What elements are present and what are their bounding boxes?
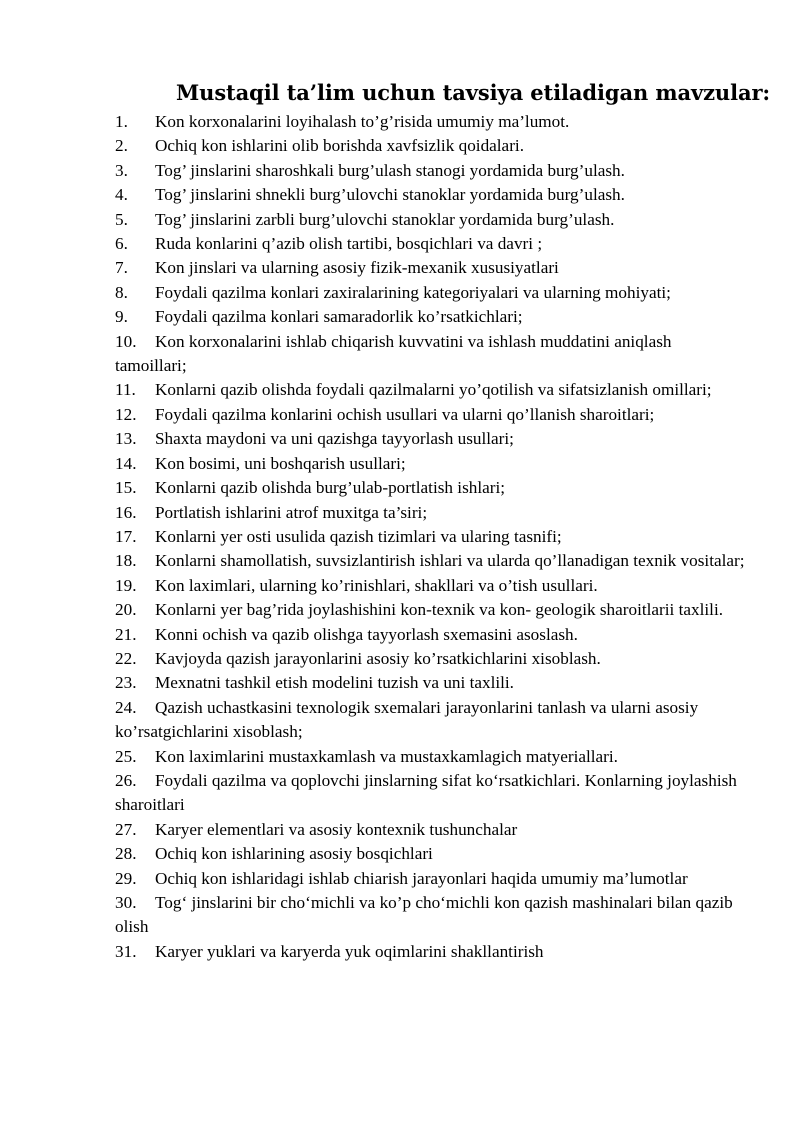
list-item-number: 12. [115, 404, 137, 424]
list-item-number: 10. [115, 331, 137, 351]
list-item [115, 501, 745, 525]
list-item [115, 818, 745, 842]
list-item [115, 842, 745, 866]
list-item-text: Kon jinslari va ularning asosiy fizik-mexanik xususiyatlari [155, 258, 559, 278]
list-item-number: 8. [115, 282, 128, 302]
page-title: Mustaqil ta’lim uchun tavsiya etiladigan mavzular: [176, 80, 771, 105]
list-item-number: 21. [115, 624, 137, 644]
list-item [115, 696, 745, 745]
list-item-text: Tog‘ jinslarini bir cho‘michli va ko’p cho‘michli kon qazish mashinalari bilan qazib olish [115, 893, 733, 937]
list-item-text: Portlatish ishlarini atrof muxitga ta’siri; [155, 502, 428, 522]
list-item-number: 26. [115, 770, 137, 790]
list-item [115, 110, 745, 134]
list-item [115, 598, 745, 622]
list-item-text: Kon bosimi, uni boshqarish usullari; [155, 453, 406, 473]
list-item-number: 28. [115, 844, 137, 864]
list-item [115, 623, 745, 647]
list-item-text: Konlarni shamollatish, suvsizlantirish ishlari va ularda qo’llanadigan texnik vositalar; [155, 551, 745, 571]
list-item-text: Ochiq kon ishlarini olib borishda xavfsizlik qoidalari. [155, 136, 524, 156]
list-item-number: 6. [115, 234, 128, 254]
list-item-text: Ochiq kon ishlaridagi ishlab chiarish jarayonlari haqida umumiy ma’lumotlar [155, 868, 688, 888]
list-item-number: 24. [115, 697, 137, 717]
list-item-number: 4. [115, 185, 128, 205]
list-item [115, 647, 745, 671]
list-item-text: Ochiq kon ishlarining asosiy bosqichlari [155, 844, 433, 864]
list-item [115, 330, 745, 379]
list-item-number: 27. [115, 819, 137, 839]
list-item-number: 22. [115, 648, 137, 668]
list-item [115, 305, 745, 329]
list-item [115, 476, 745, 500]
list-item-number: 31. [115, 941, 137, 961]
list-item-text: Kon korxonalarini ishlab chiqarish kuvvatini va ishlash muddatini aniqlash tamoillari; [115, 331, 672, 376]
list-item-text: Ruda konlarini q’azib olish tartibi, bosqichlari va davri ; [155, 234, 543, 254]
list-item-number: 5. [115, 209, 128, 229]
list-item [115, 427, 745, 451]
list-item-text: Karyer yuklari va karyerda yuk oqimlarini shakllantirish [155, 941, 544, 961]
list-item-text: Foydali qazilma konlarini ochish usullari va ularni qo’llanish sharoitlari; [155, 404, 655, 424]
list-item-text: Konlarni yer bag’rida joylashishini kon-texnik va kon- geologik sharoitlarii taxlili. [155, 600, 724, 620]
list-item [115, 940, 745, 964]
list-item-number: 19. [115, 575, 137, 595]
list-item-text: Qazish uchastkasini texnologik sxemalari jarayonlarini tanlash va ularni asosiy ko’rsatgichlarini xisoblash; [115, 697, 699, 742]
list-item-number: 11. [115, 380, 136, 400]
list-item-number: 14. [115, 453, 137, 473]
list-item-text: Karyer elementlari va asosiy kontexnik tushunchalar [155, 819, 518, 839]
list-item [115, 208, 745, 232]
list-item-number: 7. [115, 258, 128, 278]
list-item [115, 452, 745, 476]
list-item-number: 16. [115, 502, 137, 522]
list-item [115, 867, 745, 891]
list-item [115, 769, 745, 818]
list-item-text: Konni ochish va qazib olishga tayyorlash sxemasini asoslash. [155, 624, 578, 644]
list-item [115, 378, 745, 402]
list-item-text: Tog’ jinslarini sharoshkali burg’ulash stanogi yordamida burg’ulash. [155, 160, 625, 180]
list-item-number: 25. [115, 746, 137, 766]
list-item [115, 403, 745, 427]
list-item [115, 183, 745, 207]
list-item [115, 232, 745, 256]
list-item [115, 671, 745, 695]
list-item-number: 30. [115, 893, 137, 912]
list-item-number: 13. [115, 429, 137, 449]
list-item-number: 15. [115, 478, 137, 498]
list-item-text: Kon laximlarini mustaxkamlash va mustaxkamlagich matyeriallari. [155, 746, 618, 766]
list-item-text: Kon laximlari, ularning ko’rinishlari, shakllari va o’tish usullari. [155, 575, 598, 595]
list-item [115, 134, 745, 158]
list-item-number: 1. [115, 112, 128, 131]
list-item-text: Foydali qazilma va qoplovchi jinslarning sifat ko‘rsatkichlari. Konlarning joylashish sharoitlari [115, 770, 737, 815]
list-item-text: Kavjoyda qazish jarayonlarini asosiy ko’rsatkichlarini xisoblash. [155, 648, 601, 668]
list-item-number: 20. [115, 600, 137, 620]
list-item [115, 159, 745, 183]
list-item [115, 549, 745, 573]
list-item-text: Konlarni qazib olishda foydali qazilmalarni yo’qotilish va sifatsizlanish omillari; [155, 380, 712, 400]
list-item [115, 256, 745, 280]
list-item-text: Konlarni yer osti usulida qazish tizimlari va ularing tasnifi; [155, 526, 562, 546]
list-item [115, 745, 745, 769]
list-item-text: Foydali qazilma konlari samaradorlik ko’rsatkichlari; [155, 307, 523, 327]
list-item-text: Mexnatni tashkil etish modelini tuzish va uni taxlili. [155, 673, 514, 693]
list-item [115, 574, 745, 598]
list-item [115, 281, 745, 305]
list-item-text: Tog’ jinslarini zarbli burg’ulovchi stanoklar yordamida burg’ulash. [155, 209, 615, 229]
list-item-number: 23. [115, 673, 137, 693]
list-item-number: 3. [115, 160, 128, 180]
list-item [115, 891, 745, 940]
list-item-text: Foydali qazilma konlari zaxiralarining kategoriyalari va ularning mohiyati; [155, 282, 671, 302]
list-item-number: 29. [115, 868, 137, 888]
list-item-number: 17. [115, 526, 137, 546]
list-item-number: 18. [115, 551, 137, 571]
topic-list [115, 110, 745, 964]
list-item-text: Kon korxonalarini loyihalash to’g’risida umumiy ma’lumot. [155, 112, 570, 131]
list-item [115, 525, 745, 549]
list-item-number: 2. [115, 136, 128, 156]
list-item-text: Tog’ jinslarini shnekli burg’ulovchi stanoklar yordamida burg’ulash. [155, 185, 625, 205]
list-item-number: 9. [115, 307, 128, 327]
list-item-text: Konlarni qazib olishda burg’ulab-portlatish ishlari; [155, 478, 506, 498]
list-item-text: Shaxta maydoni va uni qazishga tayyorlash usullari; [155, 429, 514, 449]
